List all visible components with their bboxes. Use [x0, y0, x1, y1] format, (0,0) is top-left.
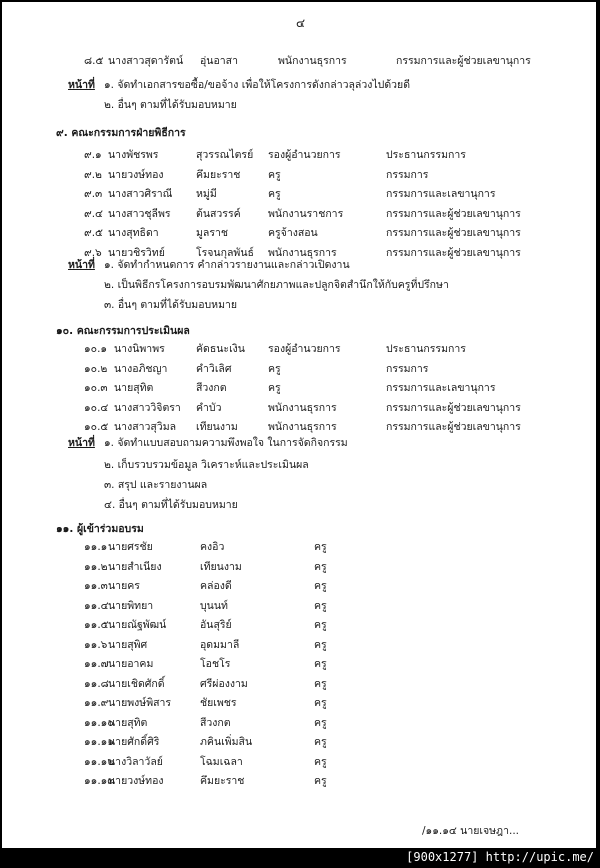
member-name: นายพงษ์พิสาร — [108, 697, 172, 709]
member-position: ครู — [314, 775, 327, 787]
member-surname: บุนนท์ — [200, 599, 228, 612]
member-no: ๙.๓ — [84, 188, 103, 200]
member-surname: โฉมเฉลา — [200, 755, 243, 768]
member-position: ครู — [314, 619, 327, 631]
member-surname: คึมยะราช — [200, 775, 245, 787]
member-position: ครู — [314, 697, 327, 709]
member-name: นางสาวสุดารัตน์ — [108, 55, 184, 67]
member-role: กรรมการและเลขานุการ — [386, 382, 496, 394]
member-position: พนักงานราชการ — [268, 207, 344, 220]
duty-label: หน้าที่ — [68, 259, 95, 271]
continuation-note: /๑๑.๑๔ นายเจษฎา... — [422, 825, 520, 837]
member-surname: คึมยะราช — [196, 168, 241, 181]
duty-item: ๓. สรุป และรายงานผล — [104, 479, 208, 491]
member-name: นายศรชัย — [108, 541, 153, 553]
member-role: กรรมการและผู้ช่วยเลขานุการ — [386, 227, 521, 239]
member-no: ๙.๖ — [84, 246, 102, 259]
member-position: ครู — [314, 541, 327, 553]
member-no: ๙.๔ — [84, 207, 103, 220]
member-surname: สีวงกต — [196, 382, 227, 394]
member-surname: อันสุริย์ — [200, 619, 232, 631]
member-surname: คัดธนะเงิน — [196, 343, 245, 355]
member-position: ครู — [314, 716, 327, 729]
member-name: นายวงษ์ทอง — [108, 775, 164, 787]
member-no: ๑๑.๙ — [84, 697, 109, 709]
member-surname: ชัยเพชร — [200, 697, 237, 709]
member-name: นางสาวศิราณี — [108, 188, 173, 200]
member-name: นายสำเนียง — [108, 560, 162, 573]
member-position: ครู — [268, 188, 281, 200]
duty-item: ๔. อื่นๆ ตามที่ได้รับมอบหมาย — [104, 499, 238, 511]
member-surname: มูลราช — [196, 227, 229, 239]
member-name: นางนิพาพร — [114, 343, 165, 355]
member-role: กรรมการและผู้ช่วยเลขานุการ — [386, 421, 521, 433]
member-position: พนักงานธุรการ — [268, 401, 337, 414]
member-no: ๑๑.๗ — [84, 658, 109, 670]
member-surname: คงอิว — [200, 541, 225, 553]
section-title: ๙. คณะกรรมการฝ่ายพิธีการ — [56, 127, 186, 139]
member-surname: ภคินเพิ่มสิน — [200, 736, 253, 748]
member-name: นางสาวสุวิมล — [114, 421, 177, 433]
member-role: กรรมการและผู้ช่วยเลขานุการ — [386, 246, 521, 259]
member-position: พนักงานธุรการ — [278, 55, 347, 67]
member-name: นางสุทธิดา — [108, 227, 159, 239]
member-no: ๑๐.๒ — [84, 362, 108, 375]
section-title: ๑๐. คณะกรรมการประเมินผล — [56, 325, 190, 337]
document-page — [2, 2, 596, 848]
member-no: ๑๑.๒ — [84, 560, 108, 573]
member-name: นายคร — [108, 580, 140, 592]
member-position: รองผู้อำนวยการ — [268, 343, 341, 355]
member-surname: อุดมมาลี — [200, 638, 240, 651]
member-position: ครู — [268, 168, 281, 181]
member-name: นายณัฐพัฒน์ — [108, 619, 167, 631]
member-role: กรรมการและผู้ช่วยเลขานุการ — [386, 207, 521, 220]
member-surname: สุวรรณไตรย์ — [196, 149, 254, 161]
member-position: ครูจ้างสอน — [268, 227, 318, 239]
member-name: นายอาคม — [108, 658, 154, 670]
member-name: นายวงษ์ทอง — [108, 168, 164, 181]
duty-item: ๒. อื่นๆ ตามที่ได้รับมอบหมาย — [104, 99, 237, 111]
member-surname: อุ่นอาสา — [200, 55, 238, 67]
page-number: ๔ — [296, 16, 306, 30]
member-name: นายสุทิต — [108, 716, 148, 729]
watermark: [900x1277] http://upic.me/ — [406, 850, 594, 864]
member-no: ๑๐.๔ — [84, 401, 109, 414]
member-surname: โรจนกุลพันธ์ — [196, 246, 254, 259]
member-no: ๑๑.๓ — [84, 580, 108, 592]
member-name: นายเชิดศักดิ์ — [108, 677, 165, 690]
section-title: ๑๑. ผู้เข้าร่วมอบรม — [56, 523, 144, 535]
duty-item: ๓. อื่นๆ ตามที่ได้รับมอบหมาย — [104, 299, 238, 311]
duty-item: ๒. เป็นพิธีกรโครงการอบรมพัฒนาศักยภาพและปลูกจิตสำนึกให้กับครูที่ปรึกษา — [104, 279, 449, 291]
member-surname: ศรีผ่องงาม — [200, 677, 248, 690]
member-name: นายสุทิต — [114, 382, 154, 394]
member-no: ๑๑.๑๐ — [84, 716, 114, 729]
duty-item: ๑. จัดทำกำหนดการ คำกล่าวรายงานและกล่าวเปิดงาน — [104, 259, 350, 271]
member-position: ครู — [314, 560, 327, 573]
member-name: นางสาวชุลีพร — [108, 207, 171, 220]
member-position: ครู — [314, 736, 327, 748]
member-no: ๑๐.๑ — [84, 343, 108, 355]
member-name: นางอภิชญา — [114, 362, 168, 375]
member-position: ครู — [268, 362, 281, 375]
member-no: ๑๑.๔ — [84, 599, 109, 612]
duty-item: ๑. จัดทำแบบสอบถามความพึงพอใจ ในการจัดกิจกรรม — [104, 437, 348, 449]
member-role: กรรมการ — [386, 362, 429, 375]
member-no: ๙.๑ — [84, 149, 102, 161]
member-position: รองผู้อำนวยการ — [268, 149, 341, 161]
member-position: พนักงานธุรการ — [268, 246, 337, 259]
member-role: กรรมการ — [386, 168, 429, 181]
member-surname: คล่องดี — [200, 580, 232, 592]
member-position: ครู — [314, 599, 327, 612]
member-role: ประธานกรรมการ — [386, 149, 466, 161]
member-position: พนักงานธุรการ — [268, 421, 337, 433]
member-surname: เทียนงาม — [196, 421, 238, 433]
member-position: ครู — [314, 580, 327, 592]
member-surname: หมู่มี — [196, 188, 217, 200]
member-no: ๑๑.๑๒ — [84, 755, 115, 768]
member-name: นางสาววิจิตรา — [114, 401, 181, 414]
member-name: นายสุพิศ — [108, 638, 148, 651]
member-surname: สีวงกต — [200, 716, 231, 729]
member-name: นายวชิรวิทย์ — [108, 246, 165, 259]
member-no: ๑๑.๑ — [84, 541, 108, 553]
member-no: ๑๑.๑๓ — [84, 775, 115, 787]
member-no: ๑๐.๓ — [84, 382, 108, 394]
member-no: ๑๑.๕ — [84, 619, 109, 631]
member-surname: ต้นสวรรค์ — [196, 207, 241, 220]
member-position: ครู — [268, 382, 281, 394]
duty-label: หน้าที่ — [68, 79, 95, 91]
member-no: ๘.๕ — [84, 55, 104, 67]
member-no: ๙.๕ — [84, 227, 103, 239]
member-no: ๑๑.๘ — [84, 677, 109, 690]
member-no: ๑๑.๑๑ — [84, 736, 114, 748]
member-name: นางวิลาวัลย์ — [108, 755, 163, 768]
member-role: ประธานกรรมการ — [386, 343, 466, 355]
member-name: นางพัชรพร — [108, 149, 159, 161]
member-surname: โอชโร — [200, 658, 231, 670]
member-no: ๑๐.๕ — [84, 421, 109, 433]
member-no: ๙.๒ — [84, 168, 102, 181]
member-role: กรรมการและผู้ช่วยเลขานุการ — [386, 401, 521, 414]
member-surname: คำบัว — [196, 401, 222, 414]
member-position: ครู — [314, 638, 327, 651]
duty-item: ๑. จัดทำเอกสารขอซื้อ/ขอจ้าง เพื่อให้โครงการดังกล่าวลุล่วงไปด้วยดี — [104, 79, 411, 91]
member-surname: คำวิเลิศ — [196, 362, 232, 375]
member-role: กรรมการและเลขานุการ — [386, 188, 496, 200]
member-role: กรรมการและผู้ช่วยเลขานุการ — [396, 55, 531, 67]
member-name: นายพิทยา — [108, 599, 154, 612]
member-no: ๑๑.๖ — [84, 638, 108, 651]
member-position: ครู — [314, 755, 327, 768]
member-name: นายศักดิ์ศิริ — [108, 736, 160, 748]
member-position: ครู — [314, 658, 327, 670]
member-position: ครู — [314, 677, 327, 690]
duty-item: ๒. เก็บรวบรวมข้อมูล วิเคราะห์และประเมินผล — [104, 459, 309, 471]
member-surname: เทียนงาม — [200, 560, 242, 573]
duty-label: หน้าที่ — [68, 437, 95, 449]
